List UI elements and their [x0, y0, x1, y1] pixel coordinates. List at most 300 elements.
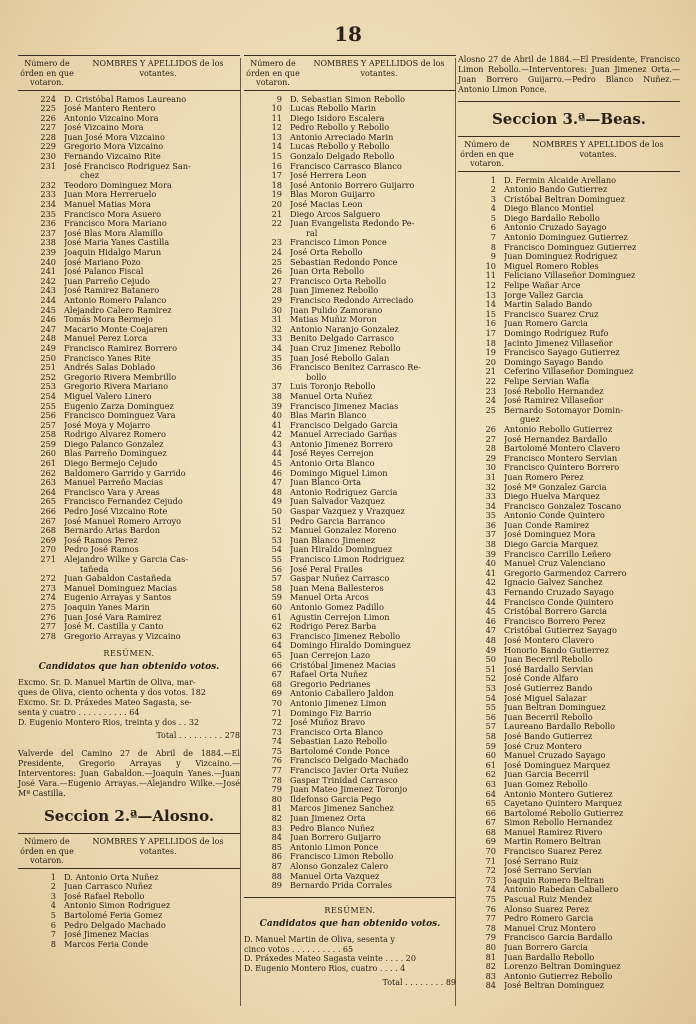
voter-name: Gregorio Arrayas y Vizcaino	[64, 631, 181, 641]
voter-name: Marcos Jimenez Sanchez	[290, 804, 394, 814]
voter-name: Juan Mateo Jimenez Toronjo	[290, 785, 408, 795]
voter-name: Martin Romero Beltran	[504, 837, 601, 847]
voter-name: Antonio Gutierrez Rebollo	[504, 971, 613, 981]
voter-row	[244, 881, 456, 891]
voter-name: Juan Mena Ballesteros	[290, 583, 384, 593]
voter-name: Bernardo Prida Corrales	[290, 881, 392, 891]
result-line: D. Eugenio Montero Rios, cuatro . . . . 4	[244, 964, 406, 974]
voter-number: 87	[271, 861, 282, 871]
voter-name: José Conde Alfaro	[504, 674, 579, 684]
voter-name: Antonio Conde Quintero	[504, 511, 605, 521]
voter-name: Francisco Vara y Areas	[64, 487, 160, 497]
voter-name: Juan Gabaldon Castañeda	[64, 574, 172, 584]
voter-number: 265	[40, 496, 56, 507]
voter-name: Pedro José Vizcaino Rote	[64, 507, 168, 517]
voter-number: 235	[40, 208, 56, 219]
voter-name: Ceferino Villaseñor Dominguez	[504, 367, 634, 377]
voter-name: Francisco Carrillo Leñero	[504, 549, 611, 559]
voter-number: 7	[50, 929, 56, 940]
voter-name: José Ramirez Villaseñor	[504, 396, 603, 406]
voter-name: Bartolomé Montero Clavero	[504, 444, 621, 454]
voter-number: 17	[271, 170, 282, 181]
voter-name: José Beltran Dominguez	[504, 981, 605, 991]
voter-name: Francisco Borrero Perez	[504, 616, 606, 626]
voter-name: Bartolomé Conde Ponce	[290, 746, 390, 756]
voter-number: 236	[40, 218, 56, 229]
voter-number: 23	[485, 385, 496, 396]
voter-name: José Gutierrez Bando	[504, 683, 593, 693]
voter-name: Agustin Cerrejon Limon	[290, 612, 390, 622]
voter-name: José Bando Gutierrez	[504, 731, 593, 741]
voter-number: 243	[40, 285, 56, 296]
voter-name: Joaquin Yanes Marin	[64, 602, 150, 612]
voter-name: Francisco Orta Blanco	[290, 727, 383, 737]
table-header	[244, 55, 456, 91]
voter-name: Tomás Mora Bermejo	[64, 315, 153, 325]
voter-name: Cristóbal Beltran Dominguez	[504, 194, 625, 204]
voter-name: Jorge Vallez Garcia	[504, 290, 584, 300]
voter-name: Francisco Quintero Borrero	[504, 463, 620, 473]
voter-name: Juan Becerril Rebollo	[504, 712, 593, 722]
voter-number: 16	[485, 318, 496, 329]
voter-number: 19	[271, 189, 282, 200]
voter-name: Gregorio Rivera Mariano	[64, 382, 169, 392]
voter-name: Antonio Rebollo Gutierrez	[504, 424, 613, 434]
voter-name: Domingo Rodriguez Rufo	[504, 329, 609, 338]
voter-name: Pedro Blanco Nuñez	[290, 823, 375, 833]
voter-row	[18, 940, 240, 950]
voter-number: 70	[485, 846, 496, 857]
voter-number: 80	[485, 942, 496, 952]
voter-name: Diego Garcia Marquez	[504, 540, 598, 550]
voter-number: 277	[40, 621, 56, 632]
voter-name: Antonio Arreciado Marin	[290, 132, 394, 142]
voter-number: 82	[271, 813, 282, 824]
voter-number: 75	[271, 745, 282, 756]
voter-name: José Orta Rebollo	[290, 248, 363, 257]
voter-name: Francisco Dominguez Vara	[64, 411, 176, 421]
voter-name: Francisco Limon Ponce	[290, 238, 387, 248]
voter-name: Antonio Jimenez Borrero	[290, 439, 393, 449]
voter-name: Bernardo Arias Bardon	[64, 526, 161, 536]
voter-name: Juan Borrero Garcia	[504, 943, 588, 952]
voter-name: Francisco Dominguez Gutierrez	[504, 242, 637, 252]
voter-name: D. Fermin Alcaide Arellano	[504, 175, 617, 185]
voter-number: 69	[485, 836, 496, 847]
header-number: Número de órden en que votaron.	[20, 837, 74, 866]
voter-name: Baldomero Garrido y Garrido	[64, 468, 186, 478]
voter-name: Jacinto Jimenez Villaseñor	[504, 338, 613, 348]
voter-name: Antonio Cruzado Sayago	[504, 223, 607, 233]
voter-name: Gaspar Trinidad Carrasco	[290, 775, 398, 785]
voter-number: 79	[271, 784, 282, 795]
result-line: cinco votos . . . . . . . . . . 65	[244, 944, 354, 954]
voter-number: 274	[40, 592, 56, 603]
voter-name: Cristóbal Gutierrez Sayago	[504, 626, 617, 636]
voter-name: Francisco Yanes Rite	[64, 353, 151, 363]
voter-number: 22	[271, 218, 282, 229]
voter-row	[18, 162, 240, 172]
voter-name: Felipe Wañar Arce	[504, 281, 581, 291]
voter-number: 66	[485, 807, 496, 818]
voter-number: 4	[50, 900, 56, 911]
voter-name: José Cruz Montero	[504, 741, 582, 751]
voter-number: 73	[271, 726, 282, 737]
voter-number: 268	[40, 525, 56, 536]
voter-number: 234	[40, 199, 56, 210]
voter-name: Juan Garcia Becerril	[504, 770, 589, 780]
result-line: D. Manuel Martin de Oliva, sesenta y	[244, 934, 395, 944]
voter-number: 12	[485, 280, 496, 291]
voter-number: 259	[40, 438, 56, 449]
voter-name: Lorenzo Beltran Dominguez	[504, 962, 621, 972]
voter-number: 59	[271, 592, 282, 603]
voter-name: Juan José Vara Ramirez	[64, 612, 162, 622]
voter-name: José Macias Leon	[290, 200, 363, 210]
voter-name: Juan Pulido Zamorano	[290, 305, 383, 315]
voter-number: 23	[271, 237, 282, 248]
voter-name: Ildefonso Garcia Pego	[290, 794, 382, 804]
voter-number: 252	[40, 371, 56, 382]
voter-number: 276	[40, 611, 56, 622]
voter-number: 56	[271, 563, 282, 574]
voter-number: 272	[40, 573, 56, 584]
voter-number: 50	[271, 506, 282, 517]
voter-number: 14	[485, 299, 496, 310]
voter-number: 89	[271, 880, 282, 891]
voter-number: 43	[485, 587, 496, 598]
voter-number: 50	[485, 654, 496, 665]
voter-number: 251	[40, 362, 56, 373]
voter-name: Francisco Sayago Gutierrez	[504, 348, 620, 358]
voter-name: Pedro Romero Garcia	[504, 914, 594, 924]
voter-name: Blas Moron Guijarro	[290, 190, 375, 200]
voter-number: 47	[271, 477, 282, 488]
voter-number: 14	[271, 141, 282, 152]
voter-name: Bartolomé Feria Gomez	[64, 911, 163, 920]
header-number: Número de órden en que votaron.	[460, 140, 514, 168]
total-line: Total . . . . . . . . . 278	[156, 731, 240, 741]
voter-name: D. Sebastian Simon Rebollo	[290, 94, 406, 104]
voter-name-continuation: guez	[520, 414, 540, 425]
voter-name: José Miguel Salazar	[504, 693, 587, 703]
candidates-title: Candidatos que han obtenido votos.	[38, 662, 220, 673]
voter-number: 240	[40, 256, 56, 267]
voter-name: Honorio Bando Gutierrez	[504, 645, 609, 655]
voter-name: Francisco Fernandez Cejudo	[64, 497, 183, 507]
voter-number: 79	[485, 932, 496, 943]
voter-number: 257	[40, 419, 56, 430]
voter-number: 76	[485, 903, 496, 914]
voter-name: Cayetano Quintero Marquez	[504, 799, 622, 809]
voter-name: Antonio Bando Gutierrez	[504, 185, 608, 195]
voter-name: Luis Toronjo Rebollo	[290, 382, 376, 392]
voter-number: 39	[485, 548, 496, 559]
voter-name: Juan Gomez Rebollo	[504, 779, 588, 789]
voter-name: José Jimenez Macias	[64, 930, 149, 940]
voter-number: 273	[40, 582, 56, 593]
voter-name: Cristóbal Jimenez Macias	[290, 660, 396, 670]
voter-name: D. Cristóbal Ramos Laureano	[64, 94, 187, 104]
voter-name: Simon Rebollo Hernandez	[504, 818, 613, 828]
voter-number: 83	[485, 970, 496, 981]
voter-number: 271	[40, 554, 56, 564]
voter-name: Ignacio Galvez Sanchez	[504, 578, 603, 588]
voter-name: José Palanco Fiscal	[64, 267, 144, 277]
voter-number: 12	[271, 122, 282, 133]
header-names: NOMBRES Y APELLIDOS de los votantes.	[313, 59, 445, 78]
voter-number: 77	[485, 913, 496, 924]
voter-number: 27	[271, 275, 282, 286]
voter-number: 38	[485, 539, 496, 550]
voter-number: 71	[485, 855, 496, 866]
voter-number: 70	[271, 697, 282, 708]
voter-number: 232	[40, 179, 56, 190]
voter-number: 2	[50, 881, 56, 892]
voter-number: 247	[40, 323, 56, 334]
voter-name: Juan Romero Garcia	[504, 319, 588, 329]
voter-number: 35	[485, 510, 496, 521]
voter-number: 35	[271, 352, 282, 363]
voter-number: 16	[271, 160, 282, 171]
voter-number: 3	[490, 193, 496, 204]
voter-name: José Antonio Borrero Guijarro	[290, 180, 415, 190]
voter-name: Fernando Cruzado Sayago	[504, 588, 614, 598]
voter-number: 1	[490, 174, 496, 185]
voter-name: Juan José Mora Vizcaino	[64, 132, 165, 142]
voter-name: Francisco Suarez Perez	[504, 847, 602, 857]
voter-number: 68	[271, 678, 282, 689]
voter-number: 11	[271, 112, 282, 123]
voter-number: 9	[490, 251, 496, 262]
voter-name: Juan Carrasco Nuñez	[64, 882, 153, 892]
voter-name: José Serrano Servian	[504, 866, 592, 876]
voter-number: 64	[271, 640, 282, 651]
voter-name: Juan José Rebollo Galan	[290, 353, 390, 363]
voter-name: Francisco Jimenez Rebollo	[290, 631, 401, 641]
voter-name: Diego Arcos Salguero	[290, 209, 381, 219]
voter-name: Rodrigo Alvarez Romero	[64, 430, 166, 440]
voter-number: 78	[271, 774, 282, 785]
voter-number: 245	[40, 304, 56, 315]
header-names: NOMBRES Y APELLIDOS de los votantes.	[92, 837, 224, 856]
voter-name: Juan Dominguez Rodriguez	[504, 252, 618, 262]
voter-number: 83	[271, 822, 282, 833]
voter-name: Francisco Orta Rebollo	[290, 276, 387, 286]
voter-number: 28	[485, 443, 496, 454]
closing-text: Valverde del Camino 27 de Abril de 1884.—El Presidente, Gregorio Arrayas y Vizcaino.—Interventores: Juan Gabaldon.—Joaquin Yanes.—Juan José Vara.—Eugenio Arrayas.—Alejandro Wilke.—José Mª Castilla.	[18, 749, 240, 799]
voter-number: 36	[271, 362, 282, 373]
voter-name: Francisco Jimenez Macias	[290, 401, 399, 411]
voter-name: José Muñoz Bravo	[290, 718, 366, 728]
voter-name: José Bardallo Servian	[504, 664, 594, 674]
voter-number: 58	[485, 730, 496, 741]
voter-name: Francisco Limon Rebollo	[290, 852, 394, 862]
voter-number: 275	[40, 601, 56, 612]
voter-name: Laureano Bardallo Rebollo	[504, 722, 616, 732]
voter-name: Manuel Dominguez Macias	[64, 583, 177, 593]
voter-name: Diego Blanco Montiel	[504, 204, 594, 214]
voter-number: 8	[50, 938, 56, 949]
voter-name: Manuel Matias Mora	[64, 200, 151, 210]
voter-name: Domingo Fiz Barrio	[290, 708, 372, 718]
voter-number: 52	[485, 673, 496, 684]
voter-name: Francisco Redondo Arreciado	[290, 295, 414, 305]
voter-name: Francisco Gonzalez Toscano	[504, 501, 622, 511]
voter-number: 44	[485, 596, 496, 607]
voter-number: 30	[271, 304, 282, 315]
voter-number: 33	[271, 333, 282, 344]
voter-name: Macario Monte Coajaren	[64, 324, 168, 334]
voter-number: 48	[271, 486, 282, 497]
voter-name: Francisco Mora Mariano	[64, 219, 167, 229]
voter-name: Juan Evangelista Redondo Pe-	[290, 219, 415, 229]
voter-number: 20	[271, 199, 282, 210]
voter-number: 258	[40, 429, 56, 440]
header-names: NOMBRES Y APELLIDOS de los votantes.	[92, 59, 224, 78]
voter-number: 2	[490, 184, 496, 195]
voter-number: 231	[40, 160, 56, 171]
voter-number: 55	[485, 702, 496, 713]
voter-name: Alejandro Wilke y Garcia Cas-	[64, 555, 189, 564]
voter-number: 58	[271, 582, 282, 593]
voter-name: Gaspar Vazquez y Vrazquez	[290, 507, 405, 517]
voter-name: José Ramos Perez	[64, 535, 138, 545]
voter-name: Antonio Orta Blanco	[290, 459, 375, 469]
voter-name: Juan Orta Rebollo	[290, 267, 365, 277]
voter-number: 81	[271, 803, 282, 814]
voter-name: Francisco Delgado Machado	[290, 756, 409, 766]
voter-name: Francisco Suarez Cruz	[504, 309, 599, 319]
voter-number: 64	[485, 788, 496, 799]
voter-name: Martin Salado Bando	[504, 300, 593, 310]
voter-number: 6	[50, 919, 56, 930]
voter-number: 41	[271, 419, 282, 430]
voter-number: 237	[40, 227, 56, 238]
voter-name-continuation: tañeda	[80, 563, 109, 574]
voter-name: José Reyes Cerrejon	[290, 449, 374, 459]
voter-name: Juan Parreño Cejudo	[64, 276, 150, 286]
voter-number: 31	[485, 471, 496, 482]
voter-row	[244, 219, 456, 229]
voter-name: Manuel Orta Nuñez	[290, 391, 373, 401]
voter-name: Juan Cruz Jimenez Rebollo	[290, 343, 401, 353]
result-line: ques de Oliva, ciento ochenta y dos votos. 182	[18, 688, 206, 698]
voter-name: José Rafael Rebollo	[64, 891, 145, 901]
voter-number: 21	[271, 208, 282, 219]
voter-name: Eugenio Arrayas y Santos	[64, 593, 172, 603]
voter-number: 25	[485, 404, 496, 415]
voter-name: Juan Beltran Dominguez	[504, 703, 606, 713]
voter-name: Sebastian Redondo Ponce	[290, 257, 398, 267]
voter-row	[244, 363, 456, 373]
voter-name: Diego Isidoro Escalera	[290, 113, 385, 123]
voter-name: Manuel Orta Vazquez	[290, 871, 380, 881]
voter-name: José Maria Yanes Castilla	[64, 238, 170, 248]
voter-number: 266	[40, 506, 56, 517]
voter-list	[458, 176, 680, 991]
voter-name: Francisco Carrasco Blanco	[290, 161, 402, 171]
voter-number: 32	[485, 481, 496, 492]
voter-row	[18, 632, 240, 642]
voter-name: José Herrera Leon	[290, 171, 367, 181]
voter-number: 28	[271, 285, 282, 296]
voter-name-continuation: ral	[306, 227, 318, 238]
voter-number: 62	[485, 769, 496, 780]
voter-name: Juan Borrero Guijarro	[290, 833, 381, 843]
voter-number: 84	[271, 832, 282, 843]
voter-name: José Ramirez Batanero	[64, 286, 160, 296]
voter-number: 5	[490, 212, 496, 223]
table-header	[18, 833, 240, 869]
voter-name: Juan Conde Ramirez	[504, 520, 590, 530]
voter-number: 6	[490, 222, 496, 233]
divider-line	[244, 897, 456, 898]
voter-number: 69	[271, 688, 282, 699]
voter-name: Manuel Cruz Valenciano	[504, 559, 606, 569]
voter-number: 67	[271, 669, 282, 680]
voter-name: Juan Blanco Jimenez	[290, 535, 376, 545]
voter-number: 10	[485, 260, 496, 271]
resumen-label: RESÚMEN.	[324, 905, 376, 915]
voter-number: 22	[485, 375, 496, 386]
voter-name: Antonio Montero Gutierez	[504, 789, 613, 799]
voter-name: Miguel Valero Linero	[64, 391, 152, 401]
voter-number: 15	[485, 308, 496, 319]
voter-number: 227	[40, 122, 56, 133]
voter-name: José Peral Frailes	[290, 564, 363, 574]
voter-number: 32	[271, 323, 282, 334]
voter-number: 39	[271, 400, 282, 411]
voter-name: Eugenio Zarza Dominguez	[64, 401, 174, 411]
voter-number: 10	[271, 103, 282, 114]
voter-name: Sebastian Lazo Rebollo	[290, 737, 387, 747]
voter-number: 55	[271, 554, 282, 564]
voter-number: 63	[271, 630, 282, 641]
voter-number: 80	[271, 793, 282, 804]
voter-number: 74	[485, 884, 496, 895]
results-list	[18, 678, 240, 727]
voter-number: 53	[271, 534, 282, 545]
voter-number: 72	[271, 717, 282, 728]
voter-name: Diego Huelva Marquez	[504, 492, 600, 502]
voter-number: 26	[271, 266, 282, 277]
voter-number: 52	[271, 525, 282, 536]
voter-name: Francisco Benitez Carrasco Re-	[290, 363, 422, 373]
voter-name: José Mantero Rentero	[64, 104, 156, 114]
voter-number: 262	[40, 467, 56, 478]
voter-name-continuation: chez	[80, 170, 100, 181]
voter-number: 246	[40, 314, 56, 325]
voter-number: 21	[485, 366, 496, 377]
total-line: Total . . . . . . . . 89	[382, 977, 456, 987]
voter-name: Antonio Dominguez Gutierrez	[504, 233, 628, 243]
voter-name: Francisco Limon Rodriguez	[290, 555, 405, 564]
voter-name: José Dominguez Mora	[504, 530, 596, 540]
voter-number: 13	[485, 289, 496, 300]
voter-name: Gaspar Nuñez Carrasco	[290, 574, 390, 584]
voter-name: Gonzalo Delgado Rebollo	[290, 152, 395, 162]
voter-number: 73	[485, 874, 496, 885]
voter-number: 29	[271, 294, 282, 305]
voter-name: Juan Cerrejon Lazo	[290, 650, 371, 660]
voter-name: Diego Palanco Gonzalez	[64, 439, 164, 449]
voter-name: Juan Jimenez Orta	[290, 814, 366, 824]
voter-number: 68	[485, 826, 496, 837]
voter-number: 7	[490, 232, 496, 243]
voter-number: 31	[271, 314, 282, 325]
voter-name: Francisco Ramirez Borrero	[64, 343, 178, 353]
